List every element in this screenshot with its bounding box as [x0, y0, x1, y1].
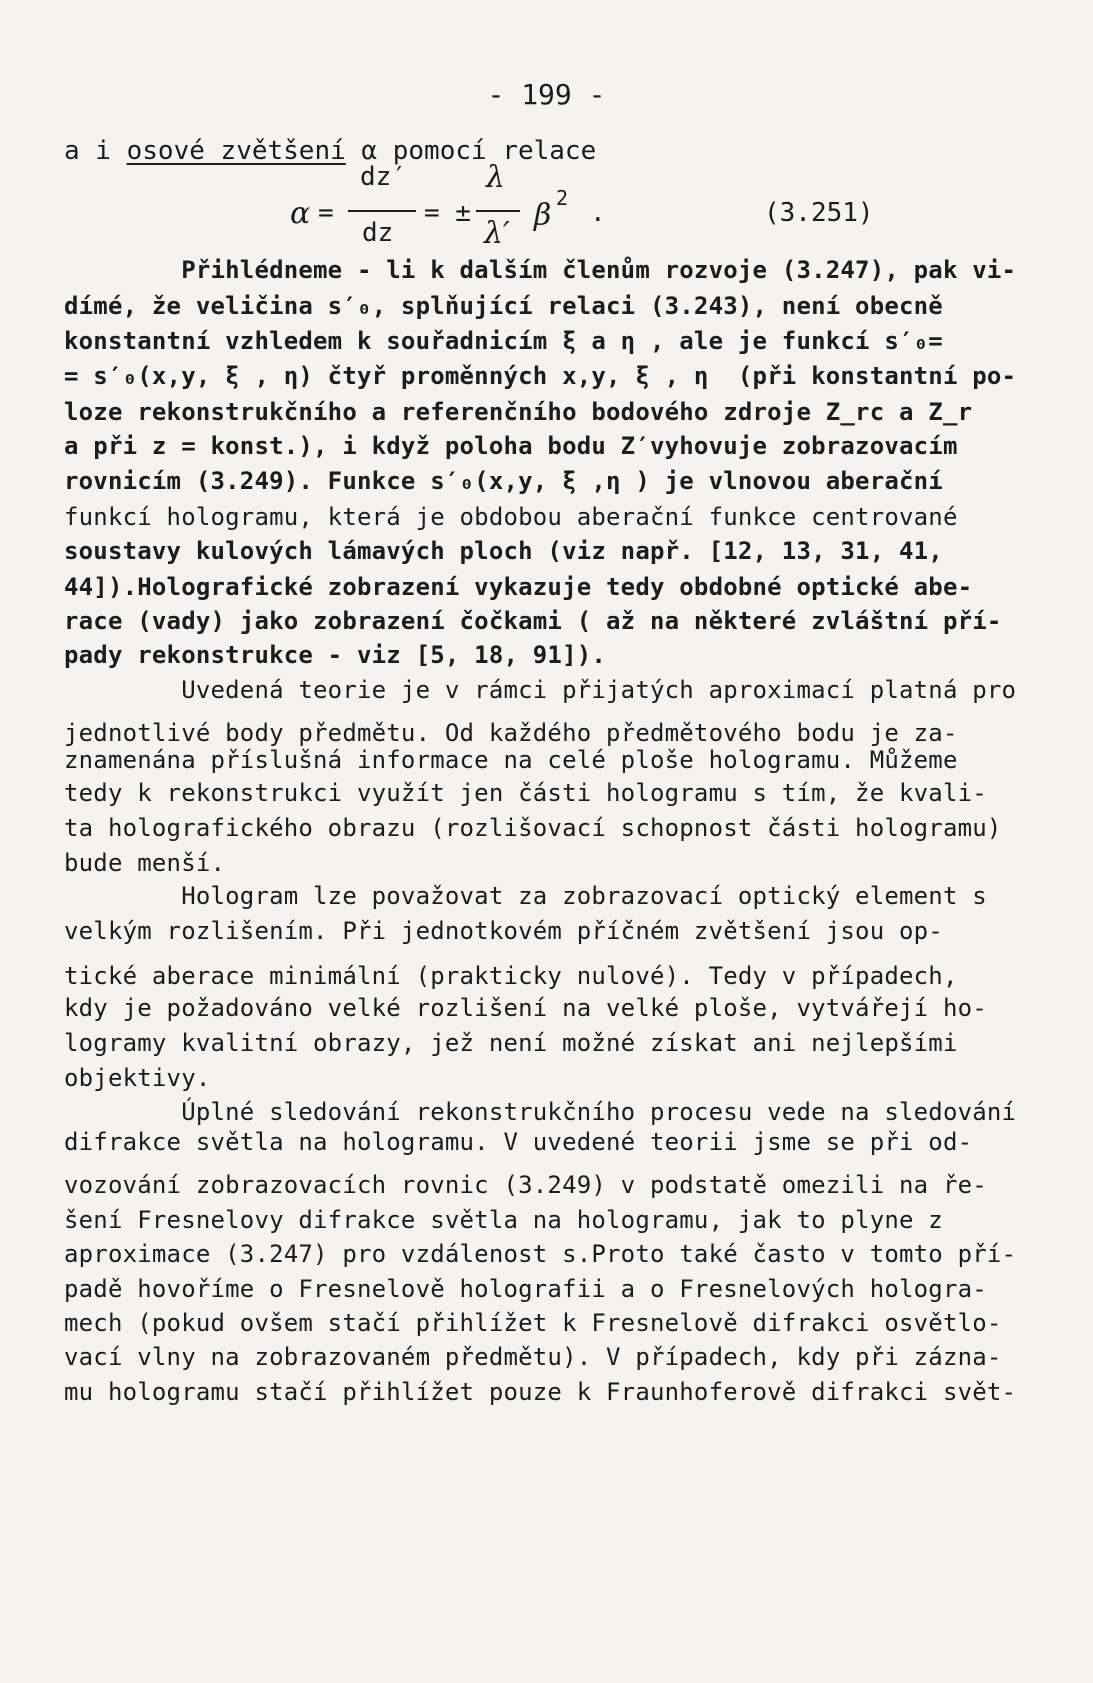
text-line: znamenána příslušná informace na celé ploše hologramu. Můžeme	[64, 746, 958, 774]
text-line: Hologram lze považovat za zobrazovací optický element s	[64, 882, 987, 910]
text-line: a při z = konst.), i když poloha bodu Z′vyhovuje zobrazovacím	[64, 432, 958, 460]
text-line: vozování zobrazovacích rovnic (3.249) v podstatě omezili na ře-	[64, 1171, 987, 1199]
text-line: tické aberace minimální (prakticky nulové). Tedy v případech,	[64, 962, 958, 990]
formula-exponent: 2	[556, 186, 569, 210]
text-line: jednotlivé body předmětu. Od každého předmětového bodu je za-	[64, 719, 958, 747]
text-line: konstantní vzhledem k souřadnicím ξ a η , ale je funkcí s′₀=	[64, 327, 943, 355]
page-number: - 199 -	[487, 78, 606, 111]
intro-prefix: a i	[64, 136, 127, 166]
text-line: mu hologramu stačí přihlížet pouze k Fraunhoferově difrakci svět-	[64, 1378, 1017, 1406]
text-line: difrakce světla na hologramu. V uvedené teorii jsme se při od-	[64, 1128, 973, 1156]
formula-den1: dz	[362, 218, 394, 248]
text-line: race (vady) jako zobrazení čočkami ( až na některé zvláštní pří-	[64, 607, 1002, 635]
text-line: funkcí hologramu, která je obdobou aberační funkce centrované	[64, 503, 958, 531]
formula-fraction-bar-1	[348, 210, 416, 212]
text-line: pady rekonstrukce - viz [5, 18, 91]).	[64, 641, 607, 669]
text-line: = s′₀(x,y, ξ , η) čtyř proměnných x,y, ξ , η (při konstantní po-	[64, 362, 1017, 390]
text-line: aproximace (3.247) pro vzdálenost s.Proto také často v tomto pří-	[64, 1240, 1017, 1268]
text-line: padě hovoříme o Fresnelově holografii a o Fresnelových hologra-	[64, 1275, 987, 1303]
text-line: Úplné sledování rekonstrukčního procesu vede na sledování	[64, 1098, 1017, 1126]
text-line: tedy k rekonstrukci využít jen části hologramu s tím, že kvali-	[64, 779, 987, 807]
text-line: Přihlédneme - li k dalším členům rozvoje (3.247), pak vi-	[64, 256, 1017, 284]
formula-eq1: =	[318, 198, 334, 228]
formula-fraction-bar-2	[476, 210, 520, 212]
text-line: soustavy kulových lámavých ploch (viz např. [12, 13, 31, 41,	[64, 537, 943, 565]
text-line: dímé, že veličina s′₀, splňující relaci (3.243), není obecně	[64, 292, 943, 320]
text-line: 44]).Holografické zobrazení vykazuje tedy obdobné optické abe-	[64, 573, 973, 601]
text-line: vací vlny na zobrazovaném předmětu). V případech, kdy při zázna-	[64, 1343, 1002, 1371]
formula-eq2: = ±	[424, 198, 471, 228]
text-line: loze rekonstrukčního a referenčního bodového zdroje Z_rc a Z_r	[64, 398, 973, 426]
text-line: kdy je požadováno velké rozlišení na velké ploše, vytvářejí ho-	[64, 994, 987, 1022]
formula-dot: .	[590, 198, 606, 228]
formula-num2: λ	[486, 160, 506, 195]
text-line: šení Fresnelovy difrakce světla na hologramu, jak to plyne z	[64, 1206, 943, 1234]
text-line: bude menší.	[64, 849, 226, 877]
text-line: objektivy.	[64, 1064, 211, 1092]
text-line: ta holografického obrazu (rozlišovací schopnost části hologramu)	[64, 814, 1002, 842]
text-line: Uvedená teorie je v rámci přijatých aproximací platná pro	[64, 676, 1017, 704]
formula-den2: λ′	[484, 216, 510, 251]
intro-term: osové zvětšení	[126, 136, 346, 166]
intro-suffix: α pomocí relace	[345, 136, 597, 166]
formula-num1: dz′	[360, 162, 407, 192]
formula-lhs: α	[290, 196, 311, 231]
text-line: mech (pokud ovšem stačí přihlížet k Fresnelově difrakci osvětlo-	[64, 1309, 1002, 1337]
equation-number: (3.251)	[764, 198, 874, 228]
text-line: rovnicím (3.249). Funkce s′₀(x,y, ξ ,η ) je vlnovou aberační	[64, 467, 943, 495]
text-line: velkým rozlišením. Při jednotkovém příčném zvětšení jsou op-	[64, 917, 943, 945]
formula-3-251	[290, 158, 1070, 258]
text-line: logramy kvalitní obrazy, jež není možné získat ani nejlepšími	[64, 1029, 958, 1057]
formula-beta: β	[534, 198, 552, 233]
